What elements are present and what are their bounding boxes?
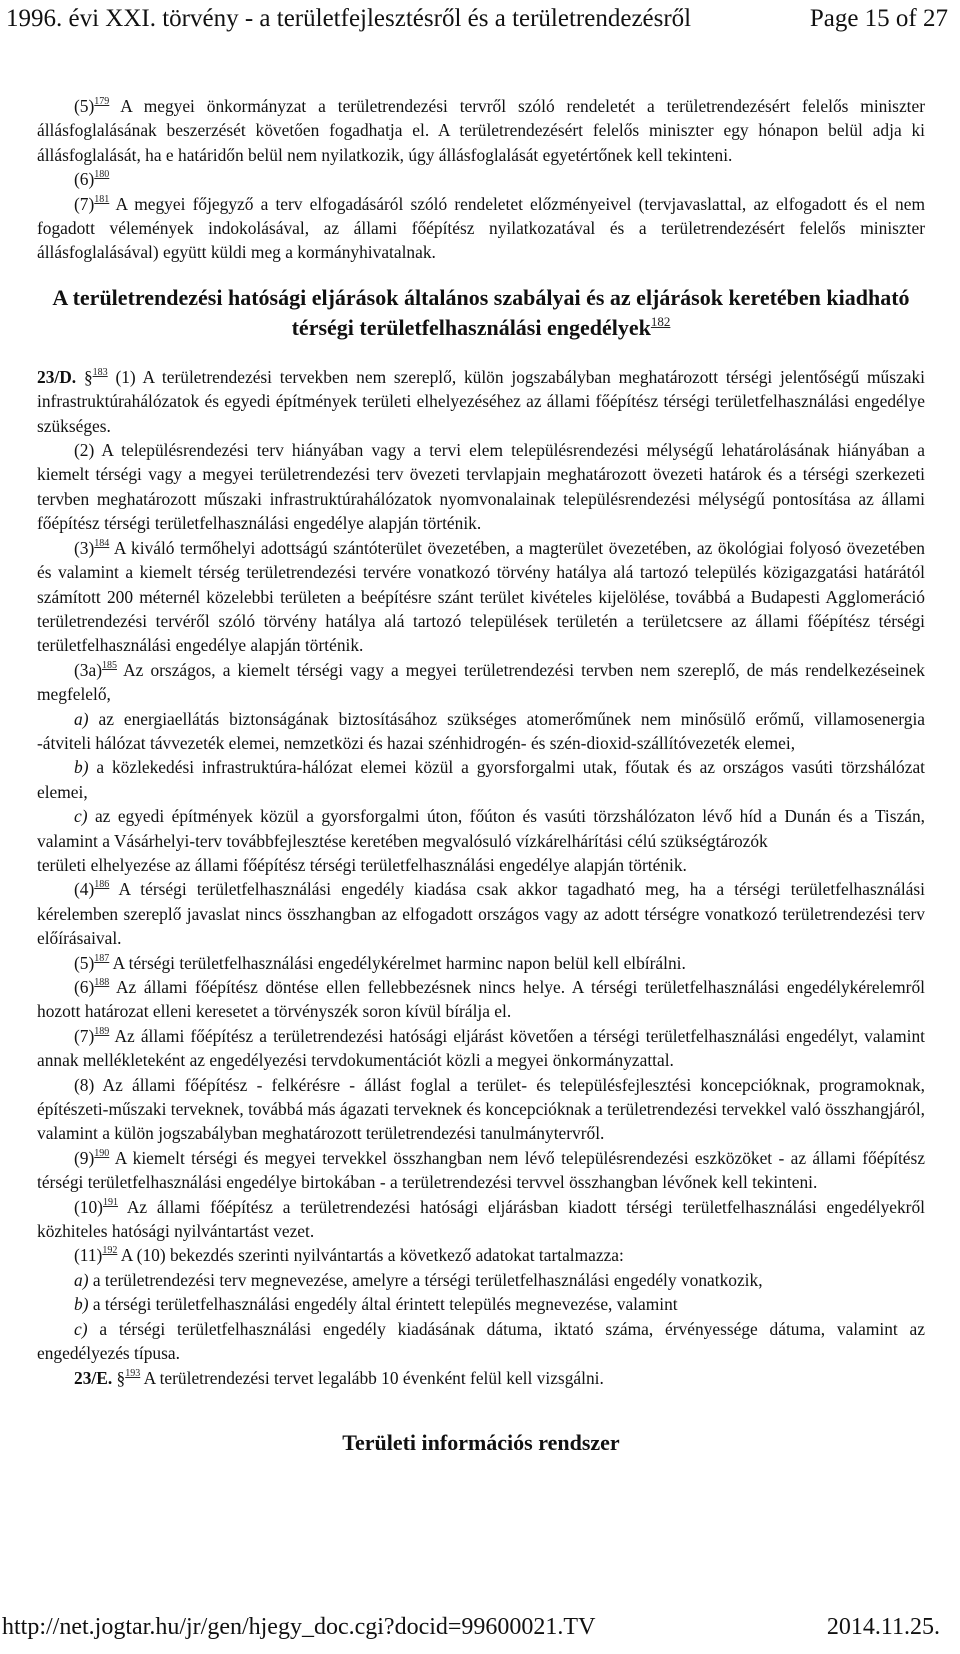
paragraph-number: (5) <box>74 96 95 116</box>
paragraph-number: (10) <box>74 1196 103 1217</box>
heading-line: A területrendezési hatósági eljárások általános szabályai és az eljárások keretében kiadható <box>52 284 910 310</box>
paragraph-d5 <box>37 951 925 975</box>
section-heading: Területi információs rendszer <box>342 1429 620 1455</box>
footnote-link[interactable]: 183 <box>92 366 108 378</box>
point-text: az energiaellátás biztonságának biztosításához szükséges atomerőműnek nem minősülő erőmű, villamosenergia -átviteli hálózat távvezeték elemei, nemzetközi és hazai szénhidrogén- és szén-dioxid-szállítóvezeték elemei, <box>37 708 925 753</box>
page-header <box>6 2 948 42</box>
paragraph-7 <box>37 192 925 265</box>
paragraph-text: Az állami főépítész döntése ellen fellebbezésnek nincs helye. A térségi területfelhasználási engedélykérelemről hozott határozat elleni keresetet a törvényszék soron kívül bírálja el. <box>37 977 925 1022</box>
footnote-link[interactable]: 191 <box>102 1196 118 1208</box>
point-c <box>37 1317 925 1366</box>
paragraph-number: (3) <box>74 537 95 558</box>
paragraph-text: A kiváló termőhelyi adottságú szántóterület övezetében, a magterület övezetében, az ökológiai folyosó övezetében és valamint a kiemelt térség területrendezési tervére vonatkozó törvény hatálya alá tartozó település közigazgatási határától számított 200 méternél közelebbi területen a beépítésre szánt terület kivételes kijelölése, továbbá a Budapesti Agglomeráció területrendezési tervéről szóló törvény hatálya alá tartozó települések területén a területcsere az állami főépítész térségi területfelhasználási engedélye alapján történik. <box>37 537 925 656</box>
paragraph-text: A kiemelt térségi és megyei tervekkel összhangban nem lévő településrendezési eszközöket - az állami főépítész térségi területfelhasználási engedélye birtokában - a területrendezési tervvel összhangban lévőnek kell tekinteni. <box>37 1147 926 1193</box>
point-label: b) <box>74 757 89 778</box>
section-sign: § <box>116 1367 126 1388</box>
paragraph-number: (7) <box>74 193 95 214</box>
footer-url[interactable]: http://net.jogtar.hu/jr/gen/hjegy_doc.cgi?docid=99600021.TV <box>2 1614 596 1640</box>
paragraph-text: A térségi területfelhasználási engedély kiadása csak akkor tagadható meg, ha a térségi területfelhasználási kérelemben szereplő javaslat nincs összhangban az elfogadott országos vagy az adott térségre vonatkozó területrendezési terv előírásaival. <box>37 879 925 949</box>
heading-line: térségi területfelhasználási engedélyek$^{182}$ <box>291 313 671 340</box>
paragraph-text: Az állami főépítész a területrendezési hatósági eljárásban kiadott térségi területfelhasználási engedélyekről közhiteles hatósági nyilvántartást vezet. <box>37 1196 925 1242</box>
paragraph-number: (3a) <box>74 659 102 680</box>
footnote-link[interactable]: 192 <box>102 1245 118 1257</box>
paragraph-d3a-tail: területi elhelyezése az állami főépítész térségi területfelhasználási engedélye alapján történik. <box>37 854 687 875</box>
paragraph-number: (11) <box>74 1245 103 1266</box>
point-text: az egyedi építmények közül a gyorsforgalmi úton, főúton és vasúti törzshálózaton lévő híd a Dunán és a Tiszán, valamint a Vásárhelyi-terv továbbfejlesztése keretében megvalósuló vízkárelhárítási célú szükségtározók <box>37 806 925 851</box>
footnote-link[interactable]: 186 <box>94 879 110 891</box>
paragraph-d8: (8) Az állami főépítész - felkérésre - állást foglal a terület- és településfejlesztési koncepcióknak, programoknak, építészeti-műszaki terveknek, továbbá más ágazati terveknek és koncepcióknak a területrendezési tervekkel való összhangjáról, valamint a külön jogszabályban meghatározott területrendezési tanulmánytervről. <box>37 1074 925 1144</box>
paragraph-number: (9) <box>74 1147 95 1168</box>
paragraph-text: Az országos, a kiemelt térségi vagy a megyei területrendezési tervben nem szereplő, de más rendelkezéseinek megfelelő, <box>37 659 926 705</box>
point-label: c) <box>74 1318 88 1339</box>
point-c <box>37 804 925 853</box>
point-a <box>37 1268 925 1292</box>
section-number: 23/E. <box>74 1367 113 1388</box>
footer-date: 2014.11.25. <box>826 1614 940 1640</box>
section-sign: § <box>83 366 93 387</box>
paragraph-d2: (2) A településrendezési terv hiányában vagy a tervi elem településrendezési mélységű lehatárolásának hiányában a kiemelt térségi vagy a megyei területrendezési terv övezeti tervlapjain meghatározott övezeti határok és a térségi szerkezeti tervben meghatározott műszaki infrastruktúrahálózatok nyomvonalainak településrendezési mélységű pontosítása az állami főépítész térségi területfelhasználási engedélye alapján történik. <box>37 440 925 534</box>
point-text: a térségi területfelhasználási engedély által érintett település megnevezése, valamint <box>92 1294 678 1315</box>
section-heading <box>37 283 925 343</box>
footnote-link[interactable]: 189 <box>94 1025 110 1037</box>
section-23e <box>37 1366 925 1390</box>
document-body <box>37 94 925 1458</box>
paragraph-number: (7) <box>74 1025 95 1046</box>
paragraph-d11 <box>37 1243 925 1267</box>
footnote-link[interactable]: 193 <box>125 1367 141 1379</box>
footnote-link[interactable]: 180 <box>94 169 110 181</box>
paragraph-text: A megyei főjegyző a terv elfogadásáról szóló rendeletet előzményeivel (tervjavaslattal, az elfogadott és el nem fogadott vélemények indokolásával, az állami főépítész nyilatkozatával és a területrendezésért felelős miniszter állásfoglalásával) együtt küldi meg a kormányhivatalnak. <box>37 193 925 263</box>
footnote-link[interactable]: 185 <box>102 659 117 671</box>
page-number: Page 15 of 27 <box>809 5 948 32</box>
footnote-link[interactable]: 182 <box>650 313 671 329</box>
point-text: a területrendezési terv megnevezése, amelyre a térségi területfelhasználási engedély vonatkozik, <box>92 1269 763 1290</box>
paragraph-number: (6) <box>74 169 95 190</box>
header-title: 1996. évi XXI. törvény - a területfejlesztésről és a területrendezésről <box>6 5 692 32</box>
footnote-link[interactable]: 184 <box>94 537 110 549</box>
paragraph-d10 <box>37 1195 925 1244</box>
paragraph-d9 <box>37 1146 925 1195</box>
paragraph-text: A megyei önkormányzat a területrendezési tervről szóló rendeletét a területrendezésért felelős miniszter állásfoglalásának beszerzését követően fogadhatja el. A területrendezésért felelős miniszter egy hónapon belül adja ki állásfoglalását, ha e határidőn belül nem nyilatkozik, úgy állásfoglalását egyetértőnek kell tekinteni. <box>37 96 926 165</box>
paragraph-6 <box>37 167 925 191</box>
footnote-link[interactable]: 188 <box>94 977 110 988</box>
paragraph-text: Az állami főépítész a területrendezési hatósági eljárást követően a térségi területfelhasználási engedélyt, valamint annak mellékleteként az engedélyezési tervdokumentációt közli a megyei önkormányzattal. <box>37 1025 926 1071</box>
paragraph-d7 <box>37 1024 925 1073</box>
paragraph-d3 <box>37 536 925 658</box>
point-label: b) <box>74 1294 89 1315</box>
paragraph-d3a <box>37 658 925 707</box>
point-label: a) <box>74 708 89 729</box>
footnote-link[interactable]: 187 <box>94 952 110 964</box>
point-b <box>37 1292 925 1316</box>
paragraph-number: (6) <box>74 977 95 997</box>
point-text: a térségi területfelhasználási engedély kiadásának dátuma, iktató száma, érvényessége dátuma, valamint az engedélyezés típusa. <box>37 1318 925 1364</box>
paragraph-text: (1) A területrendezési tervekben nem szereplő, külön jogszabályban meghatározott térségi jelentőségű műszaki infrastruktúrahálózatok és egyedi építmények területi elhelyezéséhez az állami főépítész térségi területfelhasználási engedélye szükséges. <box>37 366 925 436</box>
paragraph-text: A térségi területfelhasználási engedélykérelmet harminc napon belül kell elbírálni. <box>112 952 686 973</box>
section-23d <box>37 365 925 438</box>
paragraph-number: (5) <box>74 952 95 973</box>
point-label: c) <box>74 806 88 827</box>
paragraph-number: (4) <box>74 879 95 900</box>
point-a <box>37 707 925 756</box>
point-label: a) <box>74 1269 89 1290</box>
paragraph-d4 <box>37 877 925 950</box>
paragraph-text: A (10) bekezdés szerinti nyilvántartás a következő adatokat tartalmazza: <box>120 1245 624 1266</box>
section-number: 23/D. <box>37 366 77 387</box>
page-footer <box>2 1610 940 1650</box>
point-b <box>37 755 925 804</box>
point-text: a közlekedési infrastruktúra-hálózat elemei közül a gyorsforgalmi utak, főutak és az országos vasúti törzshálózat elemei, <box>37 757 925 802</box>
paragraph-text: A területrendezési tervet legalább 10 évenként felül kell vizsgálni. <box>143 1367 604 1388</box>
paragraph-d6 <box>37 975 925 1024</box>
footnote-link[interactable]: 181 <box>94 193 110 205</box>
paragraph-5 <box>37 94 925 167</box>
footnote-link[interactable]: 190 <box>94 1147 110 1159</box>
footnote-link[interactable]: 179 <box>94 96 110 107</box>
